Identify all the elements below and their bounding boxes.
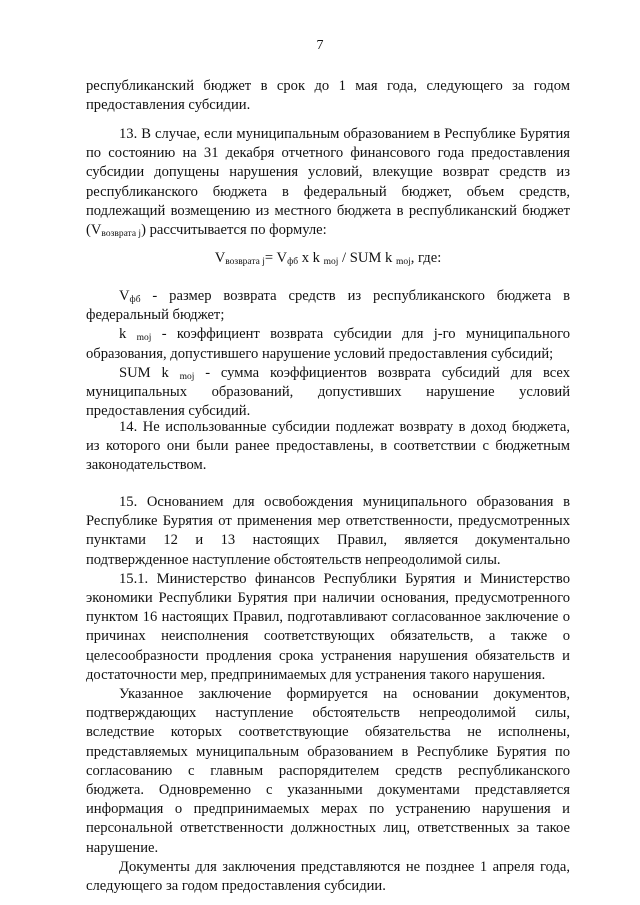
page-number: 7: [316, 38, 324, 53]
formula-sub-3: moj: [323, 257, 339, 267]
def3-sub: moj: [179, 371, 195, 382]
def3-var: SUM k: [119, 364, 180, 381]
paragraph-13-tail: ) рассчитывается по формуле:: [141, 222, 327, 239]
formula: [86, 249, 570, 268]
def1-text: - размер возврата средств из республиканского бюджета в федеральный бюджет;: [86, 288, 570, 324]
variable-v: V: [90, 222, 102, 239]
formula-sub-1: возврата j: [225, 257, 265, 267]
def2-var: k: [119, 326, 137, 343]
formula-end: , где:: [410, 250, 442, 266]
paragraph-text: республиканский бюджет в срок до 1 мая года, следующего за годом предоставления субсидии.: [86, 78, 570, 114]
paragraph-15-1-docs: Документы для заключения представляются не позднее 1 апреля года, следующего за годом предоставления субсидии.: [86, 858, 570, 895]
paragraph-15: [86, 493, 570, 896]
definition-kmoj: [86, 325, 570, 363]
formula-x: х k: [298, 250, 324, 266]
formula-sum: / SUM k: [338, 250, 396, 266]
paragraph-14: [86, 418, 570, 476]
def2-sub: moj: [136, 333, 152, 344]
formula-eq: = V: [264, 250, 288, 266]
formula-sub-4: moj: [395, 257, 411, 267]
def2-text: - коэффициент возврата субсидии для j-го муниципального образования, допустившего нарушение условий предоставления субсидий;: [86, 326, 570, 362]
def1-var: V: [119, 288, 130, 304]
paragraph-15-1-cont: Указанное заключение формируется на основании документов, подтверждающих наступление обстоятельств непреодолимой силы, вследствие которых соответствующие обязательства не исполнены, представляемых муниципальным образованием в Республике Бурятия по согласованию с главным распорядителем средств республиканского бюджета. Одновременно с указанными документами представляется информация о предпринимаемых мерах по устранению нарушения и персональной ответственности должностных лиц, ответственных за такое нарушение.: [86, 686, 570, 856]
formula-sub-2: фб: [287, 257, 299, 267]
paragraph-15-1-text: 15.1. Министерство финансов Республики Бурятия и Министерство экономики Республики Бурятия при наличии основания, предусмотренного пунктом 16 настоящих Правил, подготавливают согласованное заключение о причинах неисполнения соответствующих обязательств, а также о целесообразности продления срока устранения нарушения обязательств и достаточности мер, предпринимаемых для устранения такого нарушения.: [86, 570, 570, 683]
formula-v: V: [214, 250, 226, 266]
continued-paragraph: [86, 77, 570, 115]
definition-sum: [86, 364, 570, 422]
paragraph-14-text: 14. Не использованные субсидии подлежат возврату в доход бюджета, из которого они были ранее предоставлены, в соответствии с бюджетным законодательством.: [86, 419, 570, 474]
definitions: [86, 287, 570, 421]
def1-sub: фб: [129, 295, 141, 305]
paragraph-15-text: 15. Основанием для освобождения муниципального образования в Республике Бурятия от применения мер ответственности, предусмотренных пунктами 12 и 13 настоящих Правил, является документально подтвержденное наступление обстоятельств непреодолимой силы.: [86, 494, 570, 568]
definition-vfb: [86, 287, 570, 325]
def3-text: - сумма коэффициентов возврата субсидий для всех муниципальных образований, допустивших нарушение условий предоставления субсидий.: [86, 364, 570, 420]
paragraph-13: [86, 125, 570, 240]
variable-subscript: возврата j: [101, 229, 142, 240]
paragraph-13-text: 13. В случае, если муниципальным образованием в Республике Бурятия по состоянию на 31 декабря отчетного финансового года предоставления субсидии допущены нарушения условий, влекущие возврат средств из республиканского бюджета в федеральный бюджет, объем средств, подлежащий возмещению из местного бюджета в республиканский бюджет (: [86, 126, 570, 239]
